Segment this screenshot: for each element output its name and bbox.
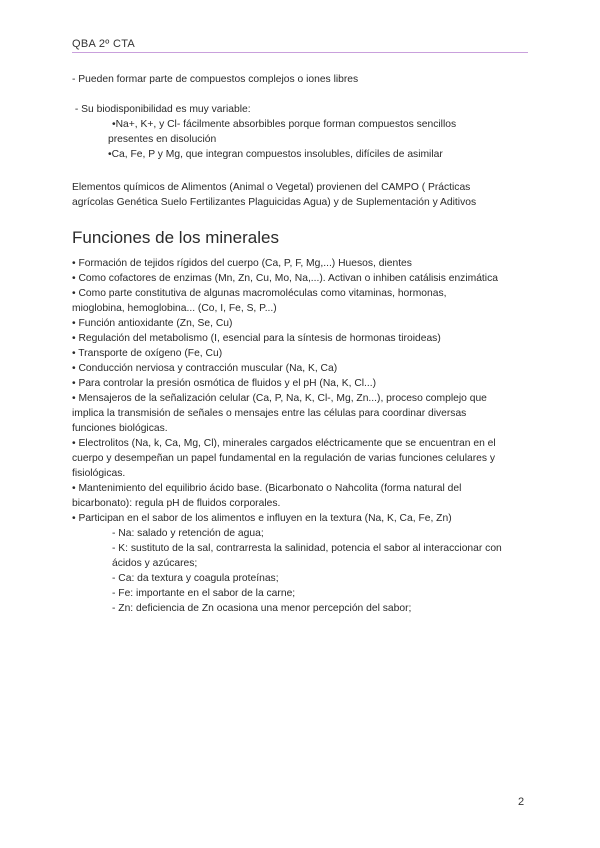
taste-sublist bbox=[72, 526, 532, 616]
list-item: • Mantenimiento del equilibrio ácido base. (Bicarbonato o Nahcolita (forma natural del bbox=[72, 483, 462, 494]
list-item: • Conducción nerviosa y contracción muscular (Na, K, Ca) bbox=[72, 363, 338, 374]
bioavailability-line: - Su biodisponibilidad es muy variable: bbox=[72, 104, 251, 115]
list-item: • Como cofactores de enzimas (Mn, Zn, Cu, Mo, Na,...). Activan o inhiben catálisis enzimática bbox=[72, 273, 498, 284]
list-item: • Regulación del metabolismo (I, esencial para la síntesis de hormonas tiroideas) bbox=[72, 333, 441, 344]
list-item: • Mensajeros de la señalización celular (Ca, P, Na, K, Cl-, Mg, Zn...), proceso complejo que bbox=[72, 393, 487, 404]
list-item: fisiológicas. bbox=[72, 468, 126, 479]
section-heading: Funciones de los minerales bbox=[72, 228, 279, 247]
sub-item-insoluble: •Ca, Fe, P y Mg, que integran compuestos insolubles, difíciles de asimilar bbox=[108, 149, 443, 160]
bioavailability-block bbox=[72, 102, 532, 162]
sub-item-absorbable-cont: presentes en disolución bbox=[108, 134, 217, 145]
list-item: funciones biológicas. bbox=[72, 423, 168, 434]
page-number: 2 bbox=[518, 796, 525, 808]
list-item: • Formación de tejidos rígidos del cuerpo (Ca, P, F, Mg,...) Huesos, dientes bbox=[72, 258, 412, 269]
intro-line: - Pueden formar parte de compuestos complejos o iones libres bbox=[72, 74, 359, 85]
taste-item-zn: - Zn: deficiencia de Zn ocasiona una menor percepción del sabor; bbox=[112, 603, 412, 614]
taste-item-na: - Na: salado y retención de agua; bbox=[112, 528, 264, 539]
list-item: • Participan en el sabor de los alimentos e influyen en la textura (Na, K, Ca, Fe, Zn) bbox=[72, 513, 452, 524]
list-item: implica la transmisión de señales o mensajes entre las células para coordinar diversas bbox=[72, 408, 467, 419]
functions-list bbox=[72, 256, 532, 616]
sub-item-absorbable: •Na+, K+, y Cl- fácilmente absorbibles porque forman compuestos sencillos bbox=[112, 119, 457, 130]
sources-block bbox=[72, 180, 532, 210]
taste-item-ca: - Ca: da textura y coagula proteínas; bbox=[112, 573, 279, 584]
list-item: • Función antioxidante (Zn, Se, Cu) bbox=[72, 318, 233, 329]
taste-item-k: - K: sustituto de la sal, contrarresta la salinidad, potencia el sabor al interaccionar con bbox=[112, 543, 502, 554]
sources-line: agrícolas Genética Suelo Fertilizantes Plaguicidas Agua) y de Suplementación y Aditivos bbox=[72, 197, 477, 208]
list-item: bicarbonato): regula pH de fluidos corporales. bbox=[72, 498, 281, 509]
intro-block bbox=[72, 72, 532, 87]
list-item: mioglobina, hemoglobina... (Co, I, Fe, S, P...) bbox=[72, 303, 277, 314]
list-item: • Como parte constitutiva de algunas macromoléculas como vitaminas, hormonas, bbox=[72, 288, 447, 299]
header-divider bbox=[72, 52, 528, 53]
taste-item-fe: - Fe: importante en el sabor de la carne; bbox=[112, 588, 296, 599]
list-item: • Transporte de oxígeno (Fe, Cu) bbox=[72, 348, 223, 359]
sources-line: Elementos químicos de Alimentos (Animal o Vegetal) provienen del CAMPO ( Prácticas bbox=[72, 182, 471, 193]
list-item: • Electrolitos (Na, k, Ca, Mg, Cl), minerales cargados eléctricamente que se encuentran en el bbox=[72, 438, 496, 449]
list-item: cuerpo y desempeñan un papel fundamental en la regulación de varias funciones celulares y bbox=[72, 453, 496, 464]
page-header: QBA 2º CTA bbox=[72, 38, 136, 50]
list-item: • Para controlar la presión osmótica de fluidos y el pH (Na, K, Cl...) bbox=[72, 378, 377, 389]
taste-item-k-cont: ácidos y azúcares; bbox=[112, 558, 198, 569]
